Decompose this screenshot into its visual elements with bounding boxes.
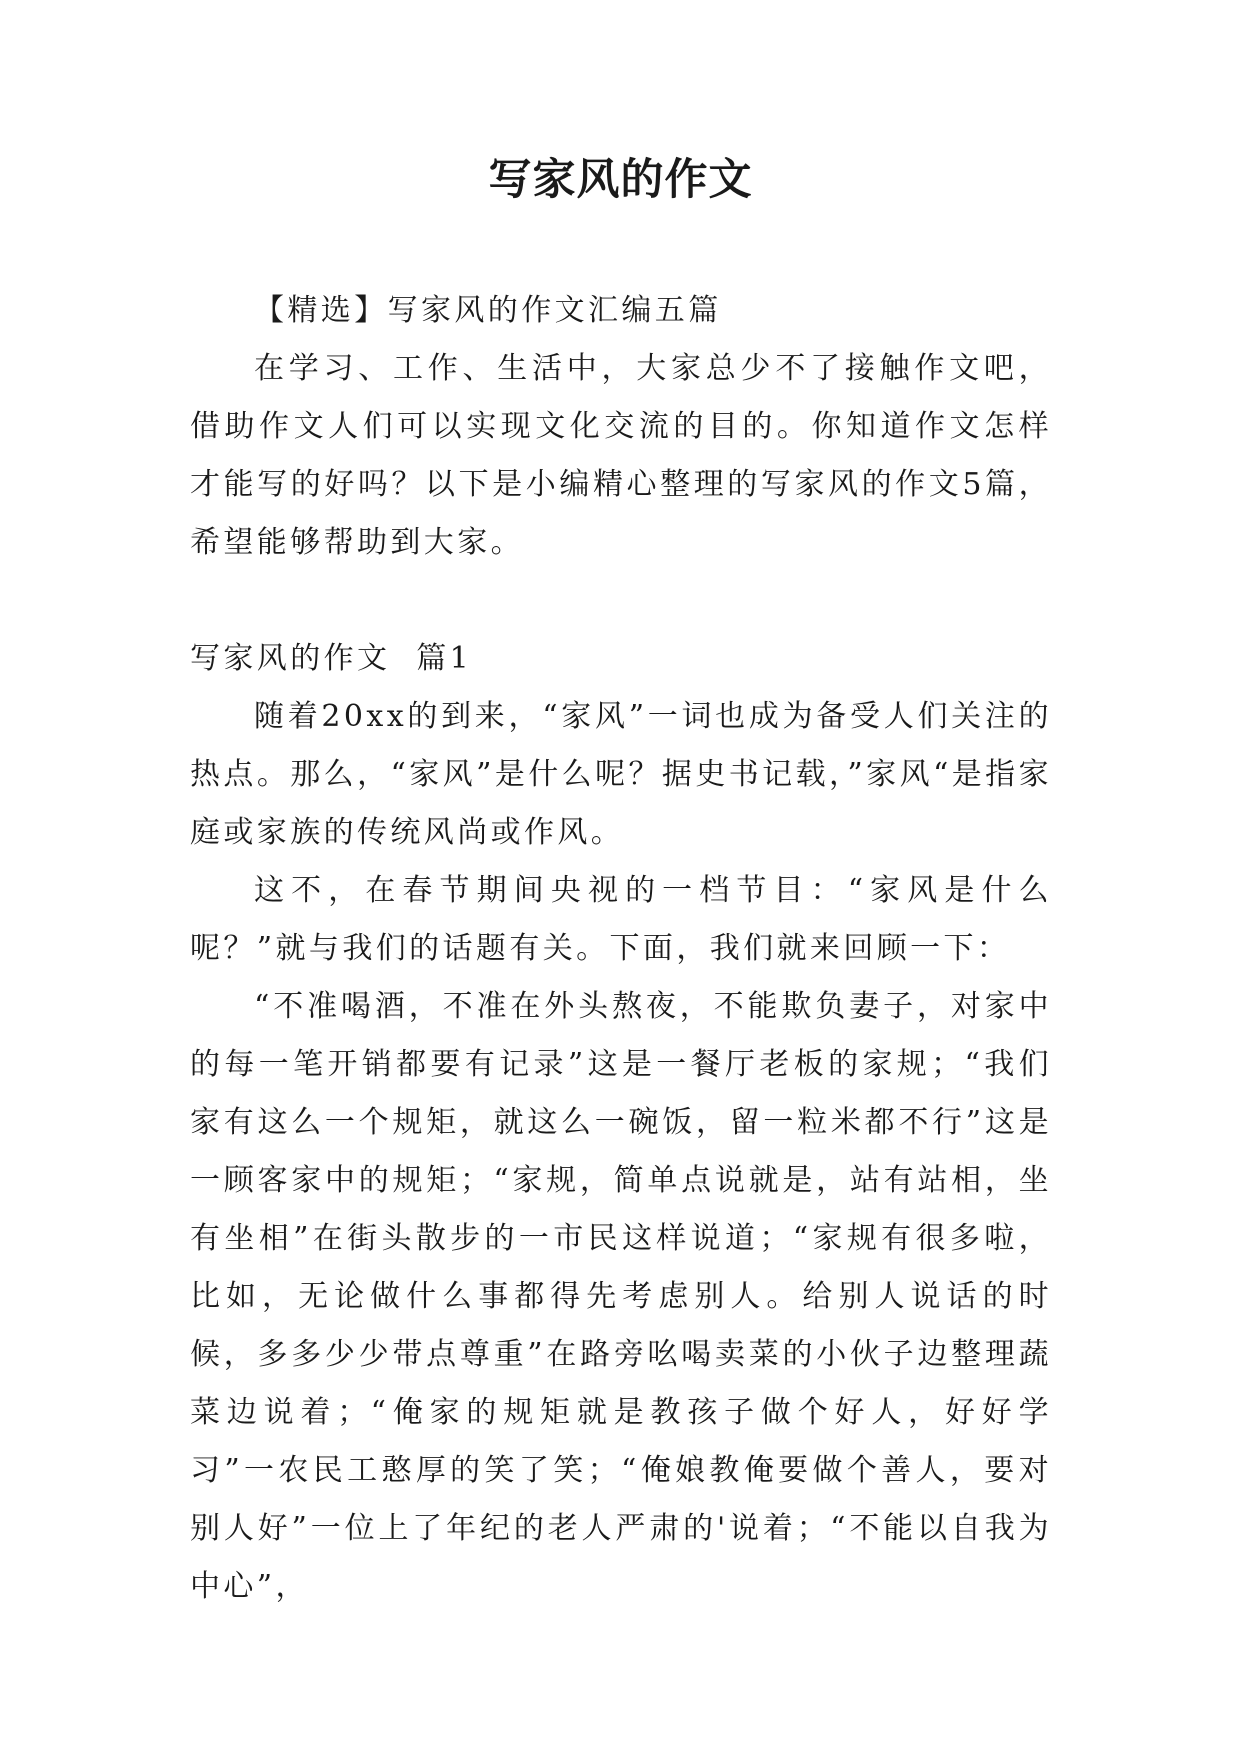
section-spacer: [190, 572, 1052, 630]
body-paragraph: “不准喝酒，不准在外头熬夜，不能欺负妻子，对家中的每一笔开销都要有记录”这是一餐厅老板的家规；“我们家有这么一个规矩，就这么一碗饭，留一粒米都不行”这是一顾客家中的规矩；“家规，简单点说就是，站有站相，坐有坐相”在街头散步的一市民这样说道；“家规有很多啦，比如，无论做什么事都得先考虑别人。给别人说话的时候，多多少少带点尊重”在路旁吆喝卖菜的小伙子边整理蔬菜边说着；“俺家的规矩就是教孩子做个好人，好好学习”一农民工憨厚的笑了笑；“俺娘教俺要做个善人，要对别人好”一位上了年纪的老人严肃的'说着；“不能以自我为中心”，: [190, 989, 1052, 1604]
intro-paragraph: 在学习、工作、生活中，大家总少不了接触作文吧，借助作文人们可以实现文化交流的目的。你知道作文怎样才能写的好吗？以下是小编精心整理的写家风的作文5篇，希望能够帮助到大家。: [190, 351, 1052, 560]
document-body: [190, 282, 1052, 1616]
document-title: 写家风的作文: [488, 155, 753, 205]
document-subtitle: 【精选】写家风的作文汇编五篇: [254, 293, 722, 328]
body-paragraph: 随着20xx的到来，“家风”一词也成为备受人们关注的热点。那么，“家风”是什么呢？据史书记载，”家风“是指家庭或家族的传统风尚或作风。: [190, 699, 1052, 850]
section-heading: 写家风的作文 篇1: [190, 641, 473, 676]
body-paragraph: 这不，在春节期间央视的一档节目：“家风是什么呢？”就与我们的话题有关。下面，我们就来回顾一下：: [190, 873, 1052, 966]
